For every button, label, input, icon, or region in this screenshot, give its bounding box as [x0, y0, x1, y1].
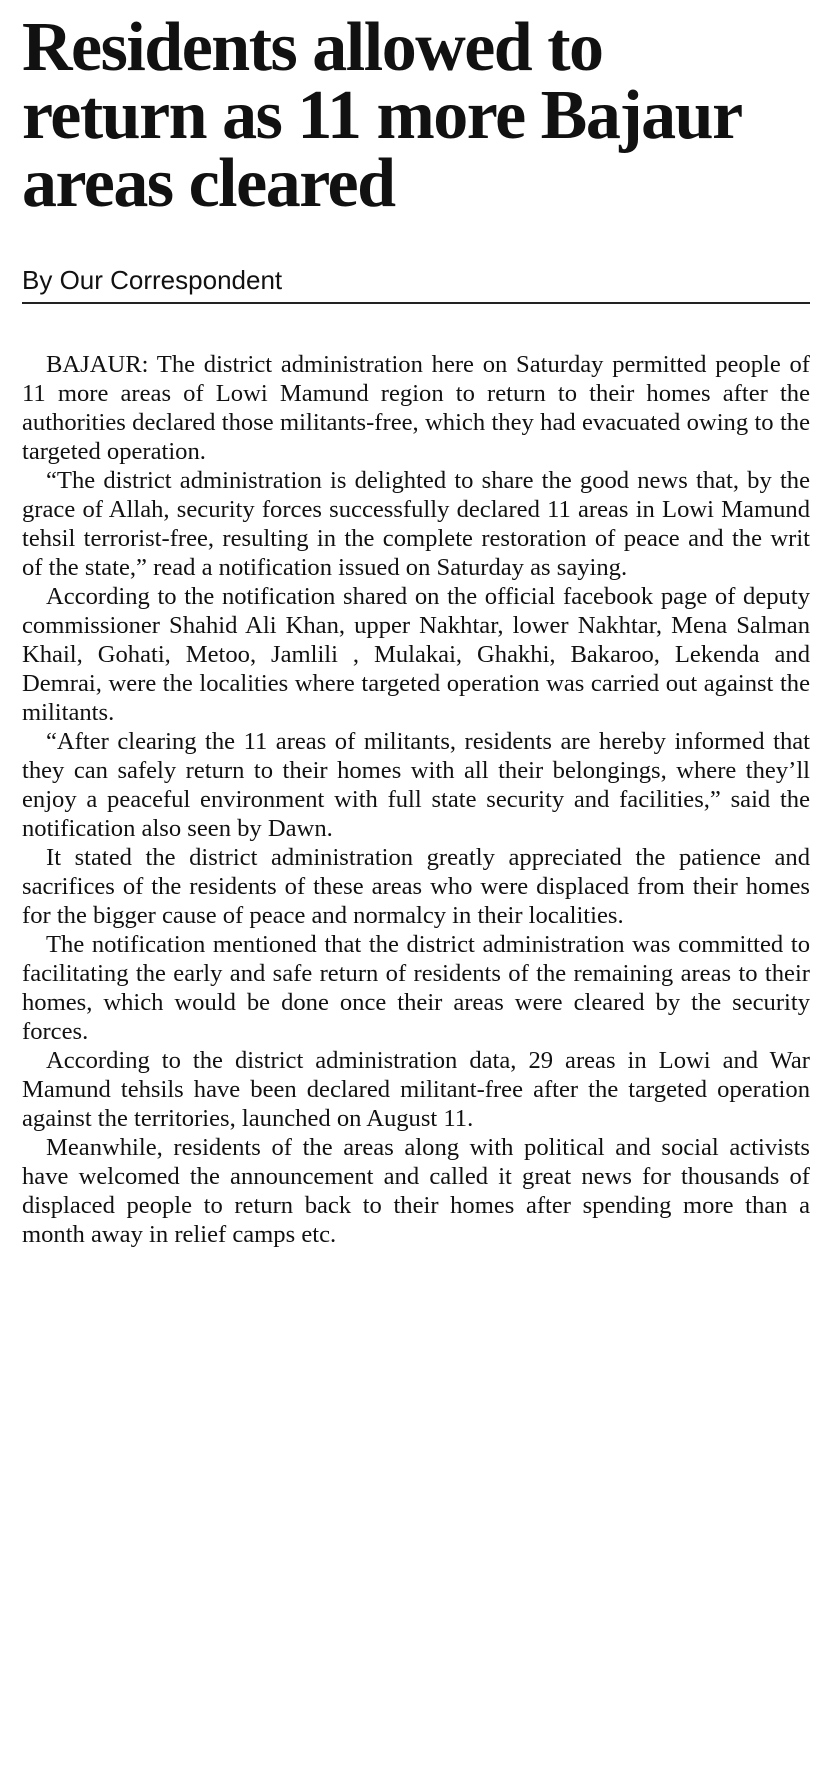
byline: By Our Correspondent — [22, 264, 810, 304]
paragraph: The notification mentioned that the district administration was committed to facilitating the early and safe return of residents of the remaining areas to their homes, which would be done once their areas were cleared by the security forces. — [22, 931, 810, 1045]
headline: Residents allowed to return as 11 more Bajaur areas cleared — [22, 9, 741, 222]
paragraph: “The district administration is delighted to share the good news that, by the grace of Allah, security forces successfully declared 11 areas in Lowi Mamund tehsil terrorist-free, resulting in the complete restoration of peace and the writ of the state,” read a notification issued on Saturday as saying. — [22, 467, 810, 581]
paragraph: “After clearing the 11 areas of militants, residents are hereby informed that they can safely return to their homes with all their belongings, where they’ll enjoy a peaceful environment with full state security and facilities,” said the notification also seen by Dawn. — [22, 728, 810, 842]
paragraph: According to the district administration data, 29 areas in Lowi and War Mamund tehsils have been declared militant-free after the targeted operation against the territories, launched on August 11. — [22, 1047, 810, 1132]
article-body — [22, 350, 810, 1249]
paragraph: Meanwhile, residents of the areas along with political and social activists have welcomed the announcement and called it great news for thousands of displaced people to return back to their homes after spending more than a month away in relief camps etc. — [22, 1134, 810, 1248]
paragraph: BAJAUR: The district administration here on Saturday permitted people of 11 more areas of Lowi Mamund region to return to their homes after the authorities declared those militants-free, which they had evacuated owing to the targeted operation. — [22, 351, 810, 465]
news-article — [22, 9, 810, 1249]
paragraph: According to the notification shared on the official facebook page of deputy commissioner Shahid Ali Khan, upper Nakhtar, lower Nakhtar, Mena Salman Khail, Gohati, Metoo, Jamlili , Mulakai, Ghakhi, Bakaroo, Lekenda and Demrai, were the localities where targeted operation was carried out against the militants. — [22, 583, 810, 726]
paragraph: It stated the district administration greatly appreciated the patience and sacrifices of the residents of these areas who were displaced from their homes for the bigger cause of peace and normalcy in their localities. — [22, 844, 810, 929]
